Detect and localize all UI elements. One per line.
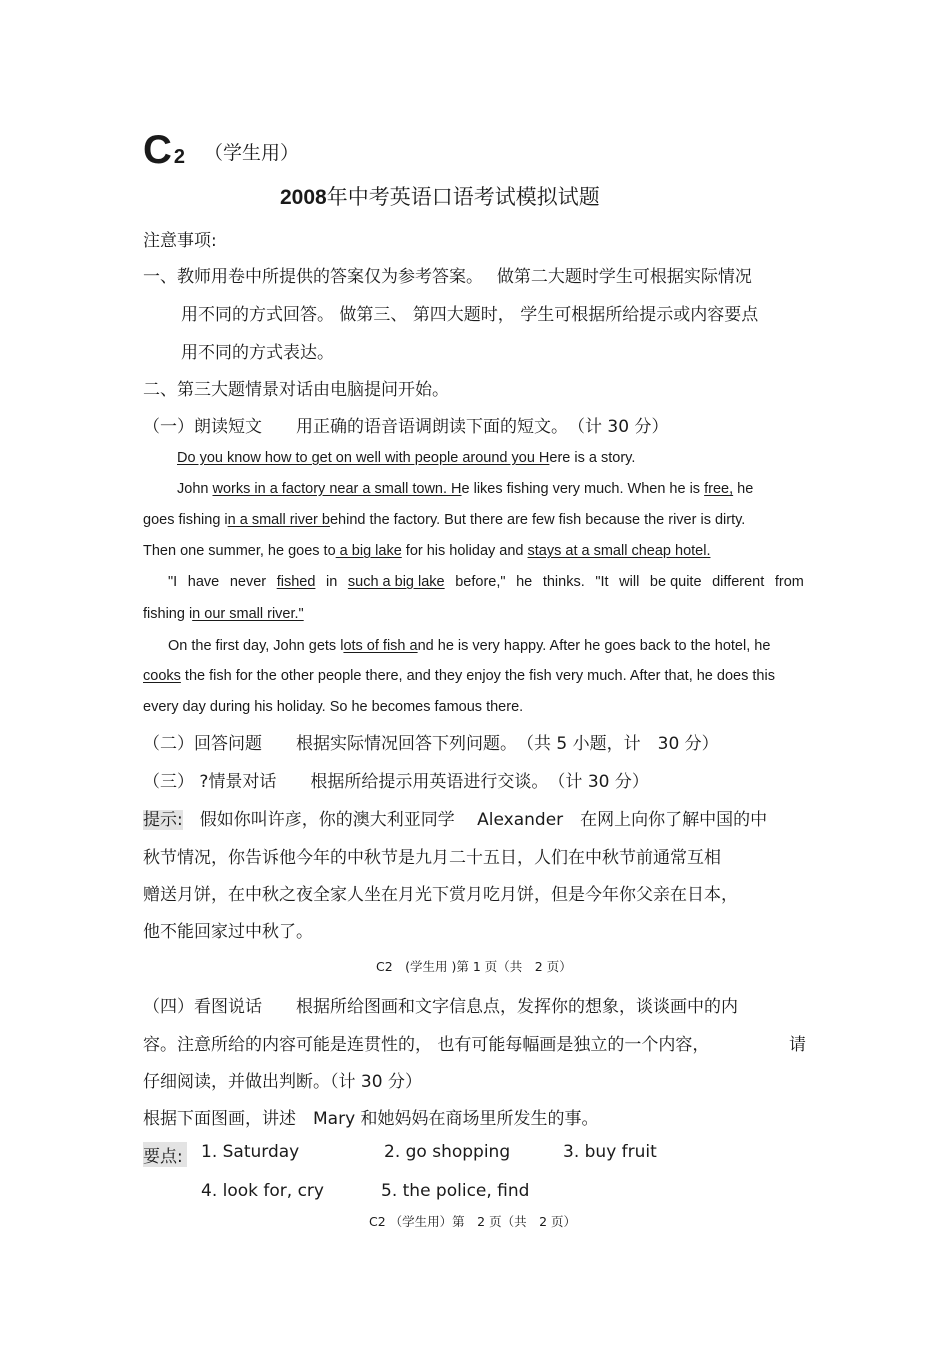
passage-text: John	[177, 481, 213, 497]
notice-label: 注意事项:	[143, 231, 217, 251]
hint-line-4: 他不能回家过中秋了。	[143, 922, 313, 942]
passage-word: "It	[595, 574, 609, 590]
page-footer-2: C2 （学生用）第 2 页（共 2 页）	[369, 1214, 577, 1229]
doc-code-number: 2	[173, 146, 186, 168]
passage-word: "I	[168, 574, 178, 590]
passage-word: different	[712, 574, 765, 590]
passage-underline: works in a factory n	[212, 481, 338, 497]
page-footer-1: C2 (学生用 )第 1 页（共 2 页）	[376, 959, 572, 974]
point-item: 5. the police, find	[381, 1181, 530, 1201]
passage-text: e likes fishing very much. When he is	[461, 481, 705, 497]
passage-underline: a big lake	[335, 543, 402, 559]
passage-line-2	[177, 481, 753, 497]
passage-word: never	[229, 574, 267, 590]
passage-word: will	[619, 574, 640, 590]
section-4-line-2-end: 请	[789, 1035, 806, 1055]
passage-underline: Do you know how to get on well with people around you H	[177, 450, 550, 466]
points-label: 要点:	[143, 1142, 187, 1167]
passage-text: Then one summer, he goes to	[143, 543, 336, 559]
passage-line-5	[168, 574, 804, 590]
title-year: 2008	[280, 186, 327, 209]
passage-text: for his holiday and	[401, 543, 528, 559]
hint-line-3: 赠送月饼，在中秋之夜全家人坐在月光下赏月吃月饼，但是今年你父亲在日本，	[143, 885, 738, 905]
passage-text: fishing i	[143, 606, 193, 622]
passage-underline: cooks	[143, 668, 181, 684]
point-item: 3. buy fruit	[563, 1142, 657, 1162]
point-item: 2. go shopping	[384, 1142, 511, 1162]
passage-word: be quite	[649, 574, 702, 590]
passage-underline: fished	[276, 574, 316, 590]
point-item: 1. Saturday	[201, 1142, 300, 1162]
passage-line-6	[143, 606, 304, 622]
section-3-heading: （三） ?情景对话 根据所给提示用英语进行交谈。 （计 30 分）	[143, 772, 649, 792]
section-2-heading: （二）回答问题 根据实际情况回答下列问题。 （共 5 小题，计 30 分）	[143, 734, 719, 754]
passage-underline: ear a small town. H	[337, 481, 462, 497]
passage-text: the fish for the other people there, and they enjoy the fish very much. After that, he does this	[180, 668, 775, 684]
passage-line-9: every day during his holiday. So he becomes famous there.	[143, 699, 524, 715]
passage-underline: n a small river b	[227, 512, 330, 528]
hint-text: 假如你叫许彦，你的澳大利亚同学 Alexander 在网上向你了解中国的中	[182, 810, 768, 830]
passage-word: he	[516, 574, 533, 590]
hint-line-1	[143, 805, 767, 830]
page-title	[280, 181, 600, 211]
notice-item-2: 二、第三大题情景对话由电脑提问开始。	[143, 380, 449, 400]
passage-underline: free,	[704, 481, 734, 497]
passage-text: he	[733, 481, 754, 497]
passage-line-3	[143, 512, 745, 528]
notice-item-1-line-2: 用不同的方式回答。 做第三、 第四大题时， 学生可根据所给提示或内容要点	[181, 305, 759, 325]
notice-item-1-line-3: 用不同的方式表达。	[181, 343, 334, 363]
passage-underline: ots of fish a	[343, 638, 418, 654]
passage-text: On the first day, John gets l	[168, 638, 344, 654]
passage-line-7	[168, 638, 770, 654]
passage-text: ehind the factory. But there are few fish because the river is dirty.	[329, 512, 746, 528]
point-item: 4. look for, cry	[201, 1181, 324, 1201]
doc-audience-note: （学生用）	[204, 142, 300, 164]
passage-text: goes fishing i	[143, 512, 228, 528]
passage-text: ere is a story.	[549, 450, 636, 466]
passage-word: thinks.	[542, 574, 585, 590]
section-4-line-4: 根据下面图画，讲述 Mary 和她妈妈在商场里所发生的事。	[143, 1109, 599, 1129]
doc-code-letter: C	[143, 128, 172, 172]
section-4-line-2: 容。注意所给的内容可能是连贯性的， 也有可能每幅画是独立的一个内容，	[143, 1035, 710, 1055]
doc-code	[143, 128, 185, 173]
passage-line-4	[143, 543, 710, 559]
passage-word: have	[187, 574, 220, 590]
passage-underline: n our small river."	[192, 606, 304, 622]
hint-label: 提示:	[143, 810, 183, 830]
section-4-line-1: （四）看图说话 根据所给图画和文字信息点，发挥你的想象，谈谈画中的内	[143, 997, 738, 1017]
section-4-line-3: 仔细阅读，并做出判断。（计 30 分）	[143, 1072, 422, 1092]
passage-underline: such a big lake	[347, 574, 445, 590]
passage-text: nd he is very happy. After he goes back to the hotel, he	[417, 638, 771, 654]
notice-item-1-line-1: 一、教师用卷中所提供的答案仅为参考答案。 做第二大题时学生可根据实际情况	[143, 267, 752, 287]
passage-word: before,"	[455, 574, 506, 590]
hint-line-2: 秋节情况，你告诉他今年的中秋节是九月二十五日，人们在中秋节前通常互相	[143, 848, 721, 868]
passage-word: in	[326, 574, 338, 590]
passage-line-1	[177, 450, 635, 466]
passage-word: from	[774, 574, 804, 590]
title-text: 年中考英语口语考试模拟试题	[326, 185, 600, 209]
section-1-heading: （一）朗读短文 用正确的语音语调朗读下面的短文。 （计 30 分）	[143, 417, 669, 437]
passage-line-8	[143, 668, 775, 684]
passage-underline: stays at a small cheap hotel.	[527, 543, 711, 559]
